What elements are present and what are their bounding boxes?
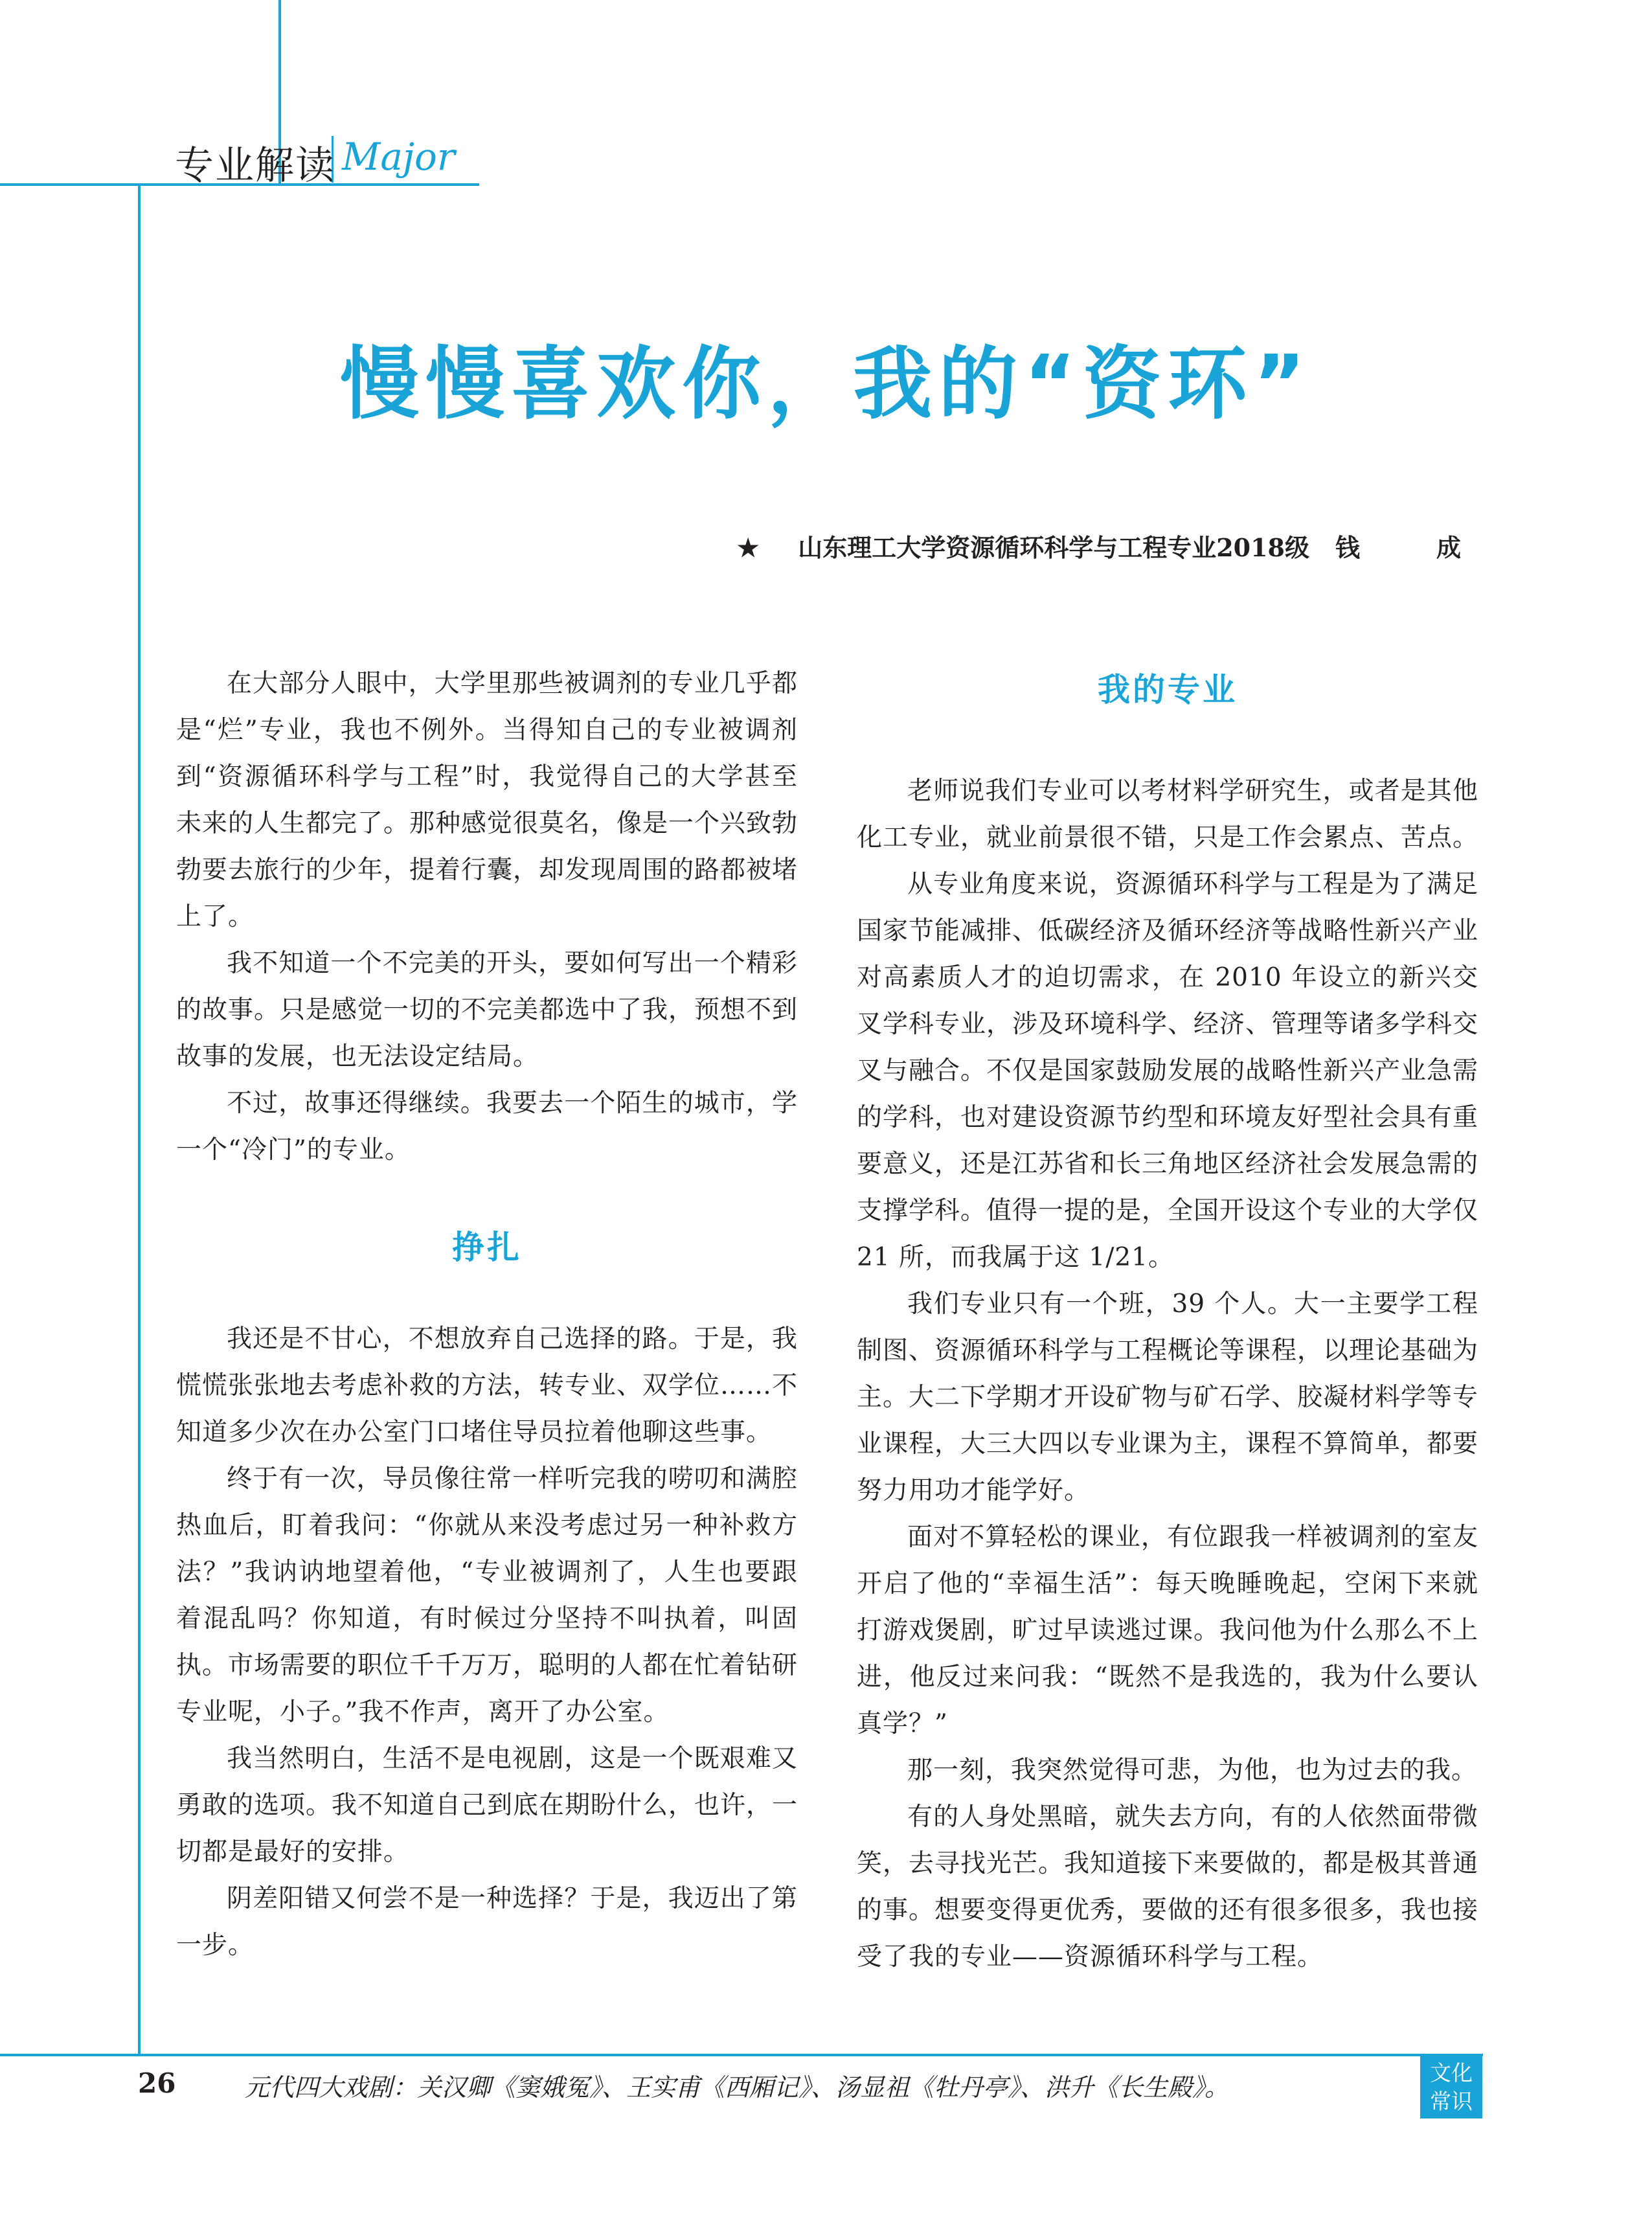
page-title: 慢慢喜欢你，我的“资环” bbox=[340, 338, 1312, 430]
badge-line-2: 常识 bbox=[1430, 2089, 1473, 2114]
paragraph: 我还是不甘心，不想放弃自己选择的路。于是，我慌慌张张地去考虑补救的方法，转专业、双学位……不知道多少次在办公室门口堵住导员拉着他聊这些事。 bbox=[176, 1324, 798, 1447]
paragraph: 我当然明白，生活不是电视剧，这是一个既艰难又勇敢的选项。我不知道自己到底在期盼什么，也许，一切都是最好的安排。 bbox=[176, 1744, 798, 1867]
paragraph: 面对不算轻松的课业，有位跟我一样被调剂的室友开启了他的“幸福生活”：每天晚睡晚起，空闲下来就打游戏煲剧，旷过早读逃过课。我问他为什么那么不上进，他反过来问我：“既然不是我选的，我为什么要认真学？” bbox=[857, 1523, 1479, 1738]
right-column bbox=[857, 661, 1478, 1981]
section-label-english: Major bbox=[342, 135, 455, 179]
footer-horizontal-rule bbox=[0, 2054, 1483, 2056]
page-number: 26 bbox=[138, 2067, 176, 2099]
section-label: 专业解读 bbox=[175, 143, 335, 188]
paragraph: 终于有一次，导员像往常一样听完我的唠叨和满腔热血后，盯着我问：“你就从来没考虑过另一种补救方法？”我讷讷地望着他，“专业被调剂了，人生也要跟着混乱吗？你知道，有时候过分坚持不叫执着，叫固执。市场需要的职位千千万万，聪明的人都在忙着钻研专业呢，小子。”我不作声，离开了办公室。 bbox=[176, 1464, 798, 1727]
paragraph: 我们专业只有一个班，39 个人。大一主要学工程制图、资源循环科学与工程概论等课程，以理论基础为主。大二下学期才开设矿物与矿石学、胶凝材料学等专业课程，大三大四以专业课为主，课程不算简单，都要努力用功才能学好。 bbox=[857, 1289, 1479, 1505]
paragraph: 老师说我们专业可以考材料学研究生，或者是其他化工专业，就业前景很不错，只是工作会累点、苦点。 bbox=[857, 777, 1479, 852]
paragraph: 我不知道一个不完美的开头，要如何写出一个精彩的故事。只是感觉一切的不完美都选中了我，预想不到故事的发展，也无法设定结局。 bbox=[176, 949, 798, 1071]
byline bbox=[737, 528, 1487, 563]
section-heading-zhengzha: 挣扎 bbox=[452, 1229, 522, 1266]
left-margin-rule bbox=[138, 183, 141, 2055]
badge-line-1: 文化 bbox=[1430, 2060, 1473, 2085]
paragraph: 不过，故事还得继续。我要去一个陌生的城市，学一个“冷门”的专业。 bbox=[176, 1089, 798, 1164]
section-heading-wodezhuanye: 我的专业 bbox=[1098, 671, 1238, 709]
paragraph: 那一刻，我突然觉得可悲，为他，也为过去的我。 bbox=[907, 1756, 1478, 1785]
star-icon: ★ bbox=[737, 533, 760, 562]
footer-tip: 元代四大戏剧：关汉卿《窦娥冤》、王实甫《西厢记》、汤显祖《牡丹亭》、洪升《长生殿》。 bbox=[245, 2073, 1230, 2102]
paragraph: 在大部分人眼中，大学里那些被调剂的专业几乎都是“烂”专业，我也不例外。当得知自己的专业被调剂到“资源循环科学与工程”时，我觉得自己的大学甚至未来的人生都完了。那种感觉很莫名，像是一个兴致勃勃要去旅行的少年，提着行囊，却发现周围的路都被堵上了。 bbox=[176, 669, 798, 931]
byline-author: 钱 成 bbox=[1335, 533, 1487, 562]
left-column bbox=[176, 661, 798, 1969]
paragraph: 阴差阳错又何尝不是一种选择？于是，我迈出了第一步。 bbox=[176, 1884, 798, 1960]
culture-badge bbox=[1420, 2056, 1482, 2118]
paragraph: 有的人身处黑暗，就失去方向，有的人依然面带微笑，去寻找光芒。我知道接下来要做的，都是极其普通的事。想要变得更优秀，要做的还有很多很多，我也接受了我的专业——资源循环科学与工程。 bbox=[857, 1802, 1479, 1971]
paragraph: 从专业角度来说，资源循环科学与工程是为了满足国家节能减排、低碳经济及循环经济等战略性新兴产业对高素质人才的迫切需求，在 2010 年设立的新兴交叉学科专业，涉及环境科学、经济、管理等诸多学科交叉与融合。不仅是国家鼓励发展的战略性新兴产业急需的学科，也对建设资源节约型和环境友好型社会具有重要意义，还是江苏省和长三角地区经济社会发展急需的支撑学科。值得一提的是，全国开设这个专业的大学仅 21 所，而我属于这 1/21。 bbox=[857, 870, 1479, 1272]
byline-affiliation: 山东理工大学资源循环科学与工程专业2018级 bbox=[798, 533, 1309, 562]
